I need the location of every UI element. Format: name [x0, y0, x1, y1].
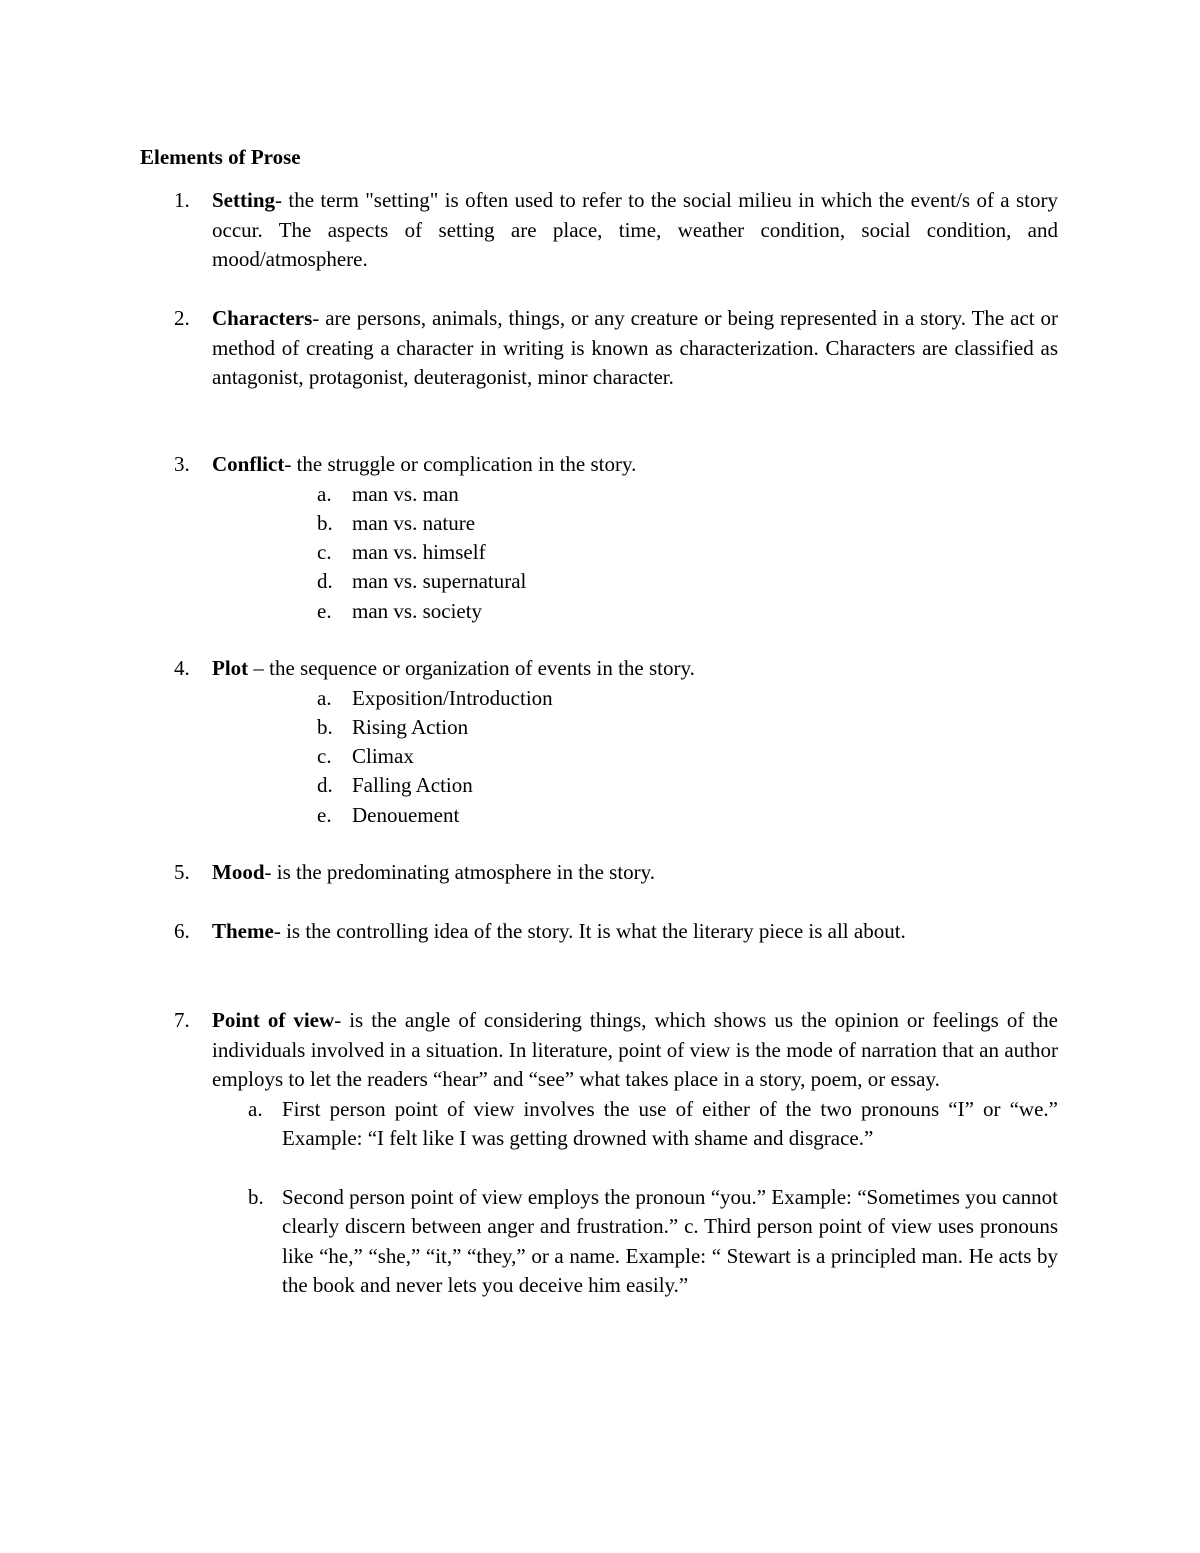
- item-text: - the term "setting" is often used to refer to the social milieu in which the event/s of a story occur. The aspects of setting are place, time, weather condition, social condition, and mood/atmosphere.: [212, 188, 1058, 271]
- item-characters: [140, 304, 1058, 393]
- item-number: 7.: [174, 1008, 190, 1032]
- item-body: [212, 186, 1058, 275]
- sub-label: b.: [317, 714, 333, 739]
- item-number: 3.: [174, 452, 190, 476]
- sub-text: Climax: [352, 744, 414, 769]
- sub-label: e.: [317, 802, 332, 827]
- sub-text: man vs. nature: [352, 510, 476, 535]
- sub-label: d.: [317, 569, 333, 594]
- sub-text: man vs. man: [352, 481, 459, 506]
- item-plot: [140, 654, 1058, 830]
- sub-label: a.: [317, 481, 332, 506]
- item-text: - is the controlling idea of the story. It is what the literary piece is all about.: [273, 919, 906, 943]
- item-text: – the sequence or organization of events in the story.: [248, 656, 695, 680]
- document-title: Elements of Prose: [140, 145, 301, 169]
- item-mood: [140, 858, 1058, 888]
- item-body: [212, 450, 1058, 480]
- sub-label: a.: [317, 685, 332, 710]
- item-term: Setting: [212, 188, 275, 212]
- list-item: [140, 1183, 1058, 1301]
- list-item: [140, 509, 1058, 538]
- item-number: 1.: [174, 188, 190, 212]
- item-body: [212, 1006, 1058, 1095]
- list-item: [140, 771, 1058, 800]
- item-body: [212, 654, 1058, 684]
- sub-text: Exposition/Introduction: [352, 685, 553, 710]
- list-item: [140, 742, 1058, 771]
- item-number: 6.: [174, 919, 190, 943]
- list-item: [140, 1095, 1058, 1154]
- sub-text: Denouement: [352, 802, 460, 827]
- item-conflict: [140, 450, 1058, 626]
- sub-text: man vs. himself: [352, 540, 486, 565]
- sub-label: c.: [317, 540, 332, 565]
- conflict-sublist: [140, 480, 1058, 626]
- item-term: Plot: [212, 656, 249, 680]
- sub-text: Rising Action: [352, 714, 469, 739]
- sub-label: c.: [317, 744, 332, 769]
- item-text: - is the angle of considering things, which shows us the opinion or feelings of the individuals involved in a situation. In literature, point of view is the mode of narration that an author employs to let the readers “hear” and “see” what takes place in a story, poem, or essay.: [212, 1008, 1059, 1091]
- item-term: Characters: [212, 306, 313, 330]
- list-item: [140, 713, 1058, 742]
- item-text: - are persons, animals, things, or any creature or being represented in a story. The act or method of creating a character in writing is known as characterization. Characters are classified as antagonist, protagonist, deuteragonist, minor character.: [212, 306, 1058, 389]
- item-theme: [140, 917, 1058, 947]
- sub-text: man vs. society: [352, 598, 483, 623]
- sub-text: man vs. supernatural: [352, 569, 527, 594]
- item-term: Point of view: [212, 1008, 335, 1032]
- list-spacer: [140, 1154, 1058, 1183]
- item-body: [212, 304, 1058, 393]
- list-item: [140, 801, 1058, 830]
- sub-label: b.: [248, 1184, 264, 1209]
- item-number: 4.: [174, 656, 190, 680]
- sub-label: b.: [317, 510, 333, 535]
- list-item: [140, 597, 1058, 626]
- list-item: [140, 567, 1058, 596]
- item-body: [212, 858, 1058, 888]
- item-setting: [140, 186, 1058, 275]
- list-item: [140, 684, 1058, 713]
- plot-sublist: [140, 684, 1058, 830]
- item-number: 2.: [174, 306, 190, 330]
- sub-text: Second person point of view employs the pronoun “you.” Example: “Sometimes you cannot clearly discern between anger and frustration.” c. Third person point of view uses pronouns like “he,” “she,” “it,” “they,” or a name. Example: “ Stewart is a principled man. He acts by the book and never lets you deceive him easily.”: [282, 1184, 1058, 1297]
- item-term: Theme: [212, 919, 274, 943]
- sub-label: d.: [317, 773, 333, 798]
- item-term: Mood: [212, 860, 265, 884]
- list-item: [140, 538, 1058, 567]
- list-item: [140, 480, 1058, 509]
- sub-text: Falling Action: [352, 773, 473, 798]
- sub-label: a.: [248, 1096, 263, 1121]
- item-term: Conflict: [212, 452, 285, 476]
- item-point-of-view: [140, 1006, 1058, 1301]
- item-text: - the struggle or complication in the story.: [284, 452, 637, 476]
- sub-text: First person point of view involves the use of either of the two pronouns “I” or “we.” Example: “I felt like I was getting drowned with shame and disgrace.”: [282, 1096, 1058, 1150]
- item-number: 5.: [174, 860, 190, 884]
- item-body: [212, 917, 1058, 947]
- sub-label: e.: [317, 598, 332, 623]
- item-text: - is the predominating atmosphere in the story.: [264, 860, 656, 884]
- point-of-view-sublist: [140, 1095, 1058, 1301]
